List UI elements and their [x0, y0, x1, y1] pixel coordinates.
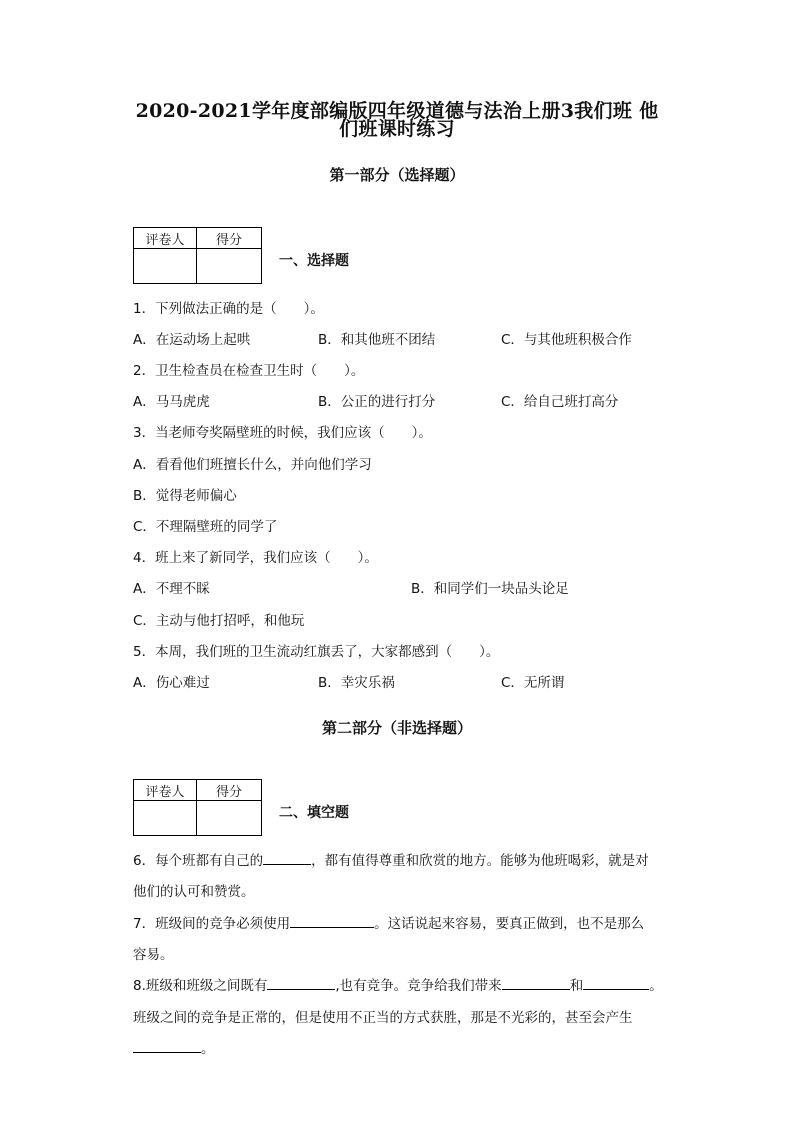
q3-stem: 3．当老师夸奖隔壁班的时候，我们应该（ ）。 [133, 425, 432, 441]
q4-option-b[interactable]: B．和同学们一块品头论足 [411, 581, 569, 597]
q7-line2: 容易。 [133, 947, 174, 963]
q5-option-b[interactable]: B．幸灾乐祸 [318, 675, 395, 691]
worksheet-title-line1: 2020-2021学年度部编版四年级道德与法治上册3我们班 他 [135, 100, 659, 122]
score-label: 得分 [197, 780, 262, 801]
grader-cell[interactable] [134, 801, 197, 836]
q4-stem: 4．班上来了新同学，我们应该（ ）。 [133, 550, 378, 566]
q7-blank[interactable] [290, 913, 374, 928]
q8-text-b: ,也有竞争。竞争给我们带来 [335, 978, 502, 994]
q3-option-a[interactable]: A．看看他们班擅长什么，并向他们学习 [133, 457, 372, 473]
q6-blank[interactable] [263, 850, 311, 865]
q4-option-c[interactable]: C．主动与他打招呼，和他玩 [133, 613, 305, 629]
q1-stem: 1．下列做法正确的是（ ）。 [133, 301, 324, 317]
q3-option-c[interactable]: C．不理隔壁班的同学了 [133, 519, 278, 535]
q4-option-a[interactable]: A．不理不睬 [133, 581, 210, 597]
grader-cell[interactable] [134, 249, 197, 284]
q7-line1 [133, 912, 644, 932]
section2-heading: 二、填空题 [279, 805, 349, 821]
q8-text-d: 。 [649, 978, 663, 994]
q1-option-b[interactable]: B．和其他班不团结 [318, 332, 436, 348]
q5-option-c[interactable]: C．无所谓 [501, 675, 565, 691]
q5-option-a[interactable]: A．伤心难过 [133, 675, 210, 691]
q8-blank-1[interactable] [267, 975, 335, 990]
grader-table-1 [133, 227, 262, 284]
q1-option-c[interactable]: C．与其他班积极合作 [501, 332, 632, 348]
q2-stem: 2．卫生检查员在检查卫生时（ ）。 [133, 363, 365, 379]
q7-text-b: 。这话说起来容易，要真正做到，也不是那么 [374, 916, 645, 932]
grader-label: 评卷人 [134, 780, 197, 801]
worksheet-title-line2: 们班课时练习 [339, 118, 455, 140]
q2-option-b[interactable]: B．公正的进行打分 [318, 394, 436, 410]
q6-line1 [133, 849, 649, 869]
q8-text-a: 8.班级和班级之间既有 [133, 978, 268, 994]
q1-option-a[interactable]: A．在运动场上起哄 [133, 332, 251, 348]
q8-blank-2[interactable] [502, 975, 570, 990]
q2-option-c[interactable]: C．给自己班打高分 [501, 394, 619, 410]
q2-option-a[interactable]: A．马马虎虎 [133, 394, 210, 410]
score-cell[interactable] [197, 801, 262, 836]
section1-heading: 一、选择题 [279, 253, 349, 269]
part2-heading: 第二部分（非选择题） [321, 719, 472, 737]
q3-option-b[interactable]: B．觉得老师偏心 [133, 488, 237, 504]
q6-text-b: ，都有值得尊重和欣赏的地方。能够为他班喝彩，就是对 [311, 853, 649, 869]
q8-line2: 班级之间的竞争是正常的，但是使用不正当的方式获胜，那是不光彩的，甚至会产生 [133, 1010, 633, 1026]
part1-heading: 第一部分（选择题） [329, 166, 465, 184]
q8-text-c: 和 [569, 978, 584, 994]
score-label: 得分 [197, 228, 262, 249]
q8-blank-3[interactable] [583, 975, 649, 990]
q8-line1 [133, 974, 663, 994]
score-cell[interactable] [197, 249, 262, 284]
q7-text-a: 7．班级间的竞争必须使用 [133, 916, 291, 932]
grader-table-2 [133, 779, 262, 836]
q8-line3 [133, 1037, 215, 1057]
q6-line2: 他们的认可和赞赏。 [133, 884, 255, 900]
q8-text-f: 。 [201, 1041, 215, 1057]
grader-label: 评卷人 [134, 228, 197, 249]
q5-stem: 5．本周，我们班的卫生流动红旗丢了，大家都感到（ ）。 [133, 644, 500, 660]
q8-blank-4[interactable] [133, 1038, 201, 1053]
q6-text-a: 6．每个班都有自己的 [133, 853, 264, 869]
